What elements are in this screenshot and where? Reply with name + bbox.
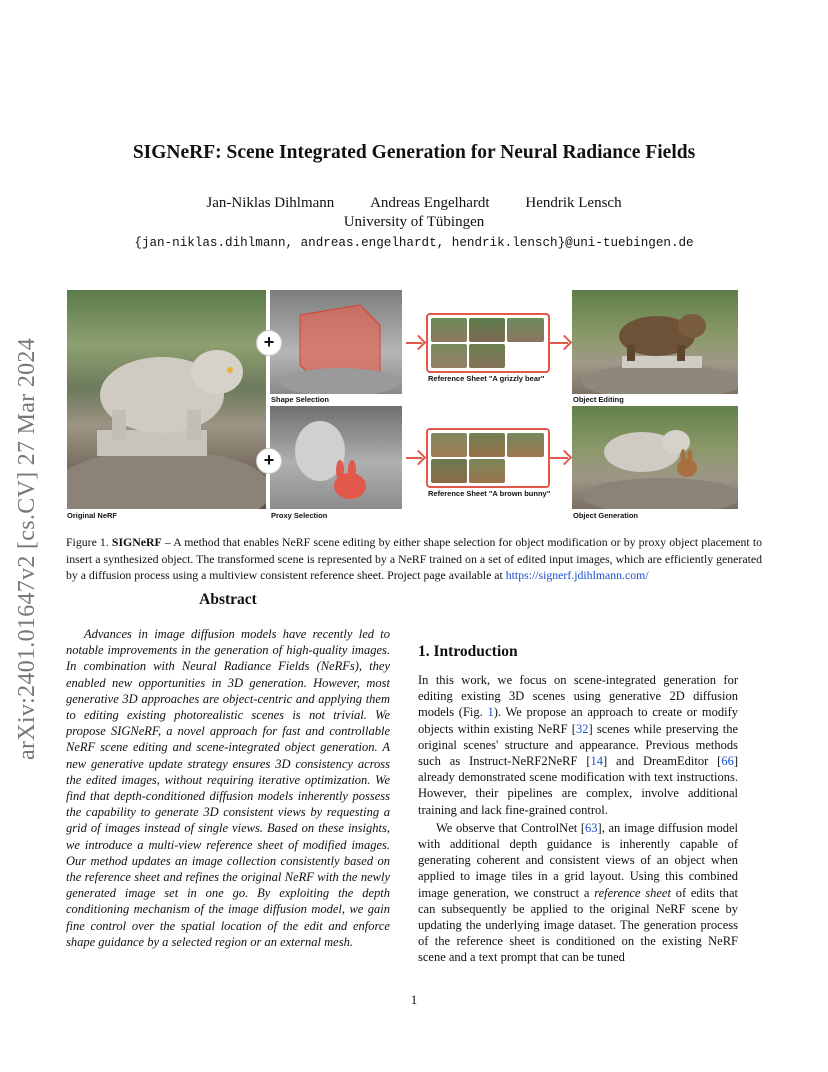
abstract-heading: Abstract bbox=[199, 591, 257, 608]
arrow-icon bbox=[406, 342, 422, 344]
caption-bold: SIGNeRF bbox=[111, 535, 162, 549]
shape-selection-image bbox=[270, 290, 402, 394]
text-run: ] already demonstrated scene modification with text instructions. However, their pipelines are complex, involve additional training and lack fine-grained control. bbox=[418, 754, 738, 817]
emphasis-text: reference sheet bbox=[594, 885, 671, 900]
proxy-selection-image bbox=[270, 406, 402, 509]
text-run: ] scenes while preserving the original scenes' structure and appearance. Previous methods such as Instruct-NeRF2NeRF [ bbox=[418, 721, 738, 769]
text-run: of edits that can subsequently be applied to the original NeRF scene by updating the underlying image dataset. The generation process of the reference sheet is conditioned on the existing NeRF scene and a text prompt that can be tuned bbox=[418, 885, 738, 965]
page-number: 1 bbox=[410, 992, 418, 1007]
intro-paragraph bbox=[418, 820, 738, 966]
text-run: ], an image diffusion model with additional depth guidance is inherently capable of generating coherent and consistent views of an object when applied to image tiles in a grid layout. Using this combined image generation, we construct a bbox=[418, 820, 738, 900]
original-nerf-image bbox=[67, 290, 266, 509]
object-editing-image bbox=[572, 290, 738, 394]
citation-link[interactable]: 66 bbox=[721, 754, 734, 769]
selection-cube-icon bbox=[270, 290, 402, 394]
text-run: We observe that ControlNet [ bbox=[436, 820, 586, 835]
author-emails: {jan-niklas.dihlmann, andreas.engelhardt, hendrik.lensch}@uni-tuebingen.de bbox=[134, 236, 694, 250]
intro-paragraph bbox=[418, 672, 738, 818]
figure-caption bbox=[66, 534, 762, 584]
plus-icon: + bbox=[256, 330, 282, 356]
reference-sheet-bottom bbox=[426, 428, 550, 488]
grizzly-bear-icon bbox=[572, 290, 738, 394]
abstract-text: Advances in image diffusion models have recently led to notable improvements in the generation of high-quality images. In combination with Neural Radiance Fields (NeRFs), they enabled new opportunities in 3D generation. However, most generative 3D approaches are object-centric and applying them to editing existing photorealistic scenes is not trivial. We propose SIGNeRF, a novel approach for fast and controllable NeRF scene editing and scene-integrated object generation. A new generative update strategy ensures 3D consistency across the edited images, without requiring iterative optimization. We find that depth-conditioned diffusion models inherently possess the capability to generate 3D consistent views by requesting a grid of images instead of single views. Based on these insights, we introduce a multi-view reference sheet of modified images. Our method updates an image collection consistently based on the reference sheet and refines the original NeRF with the newly generated image set in one go. By exploiting the depth conditioning mechanism of the image diffusion model, we gain fine control over the spatial location of the edit and enforce shape guidance by a selected region or an external mesh. bbox=[66, 627, 390, 949]
arxiv-identifier: arXiv:2401.01647v2 [cs.CV] 27 Mar 2024 bbox=[14, 337, 40, 760]
arrow-icon bbox=[406, 457, 422, 459]
label-object-editing: Object Editing bbox=[573, 395, 624, 404]
reference-sheet-top bbox=[426, 313, 550, 373]
citation-link[interactable]: 32 bbox=[575, 721, 589, 736]
affiliation: University of Tübingen bbox=[343, 214, 485, 230]
bear-with-bunny-icon bbox=[572, 406, 738, 509]
label-object-generation: Object Generation bbox=[573, 511, 639, 520]
text-run: ). We propose an approach to create or modify objects within existing NeRF [ bbox=[418, 705, 738, 736]
label-reference-sheet-top: Reference Sheet "A grizzly bear" bbox=[428, 374, 545, 383]
label-reference-sheet-bottom: Reference Sheet "A brown bunny" bbox=[428, 489, 551, 498]
figure-reference-link[interactable]: 1 bbox=[487, 705, 494, 720]
label-shape-selection: Shape Selection bbox=[271, 395, 329, 404]
author-name: Jan-Niklas Dihlmann bbox=[206, 195, 335, 211]
object-generation-image bbox=[572, 406, 738, 509]
text-run: In this work, we focus on scene-integrated generation for editing existing 3D scenes using generative 2D diffusion models (Fig. bbox=[418, 673, 738, 720]
paper-title: SIGNeRF: Scene Integrated Generation for Neural Radiance Fields bbox=[132, 142, 696, 163]
text-run: ] and DreamEditor [ bbox=[603, 754, 722, 769]
bear-statue-icon bbox=[67, 290, 266, 509]
author-list bbox=[0, 195, 828, 212]
label-proxy-selection: Proxy Selection bbox=[271, 511, 328, 520]
proxy-bunny-icon bbox=[270, 406, 402, 509]
label-original-nerf: Original NeRF bbox=[67, 511, 118, 520]
caption-prefix: Figure 1. bbox=[66, 535, 112, 549]
citation-link[interactable]: 14 bbox=[590, 754, 603, 769]
arrow-icon bbox=[550, 457, 568, 459]
introduction-text bbox=[418, 672, 738, 966]
author-name: Andreas Engelhardt bbox=[370, 195, 490, 211]
project-page-link[interactable]: https://signerf.jdihlmann.com/ bbox=[505, 568, 649, 582]
arrow-icon bbox=[550, 342, 568, 344]
introduction-heading: 1. Introduction bbox=[418, 643, 518, 660]
author-name: Hendrik Lensch bbox=[525, 195, 622, 211]
caption-body: – A method that enables NeRF scene editing by either shape selection for object modification or by proxy object placement to insert a synthesized object. The transformed scene is represented by a NeRF trained on a set of edited input images, which are efficiently generated by a diffusion process using a multiview consistent reference sheet. Project page available at bbox=[66, 535, 763, 582]
citation-link[interactable]: 63 bbox=[585, 820, 598, 835]
plus-icon: + bbox=[256, 448, 282, 474]
